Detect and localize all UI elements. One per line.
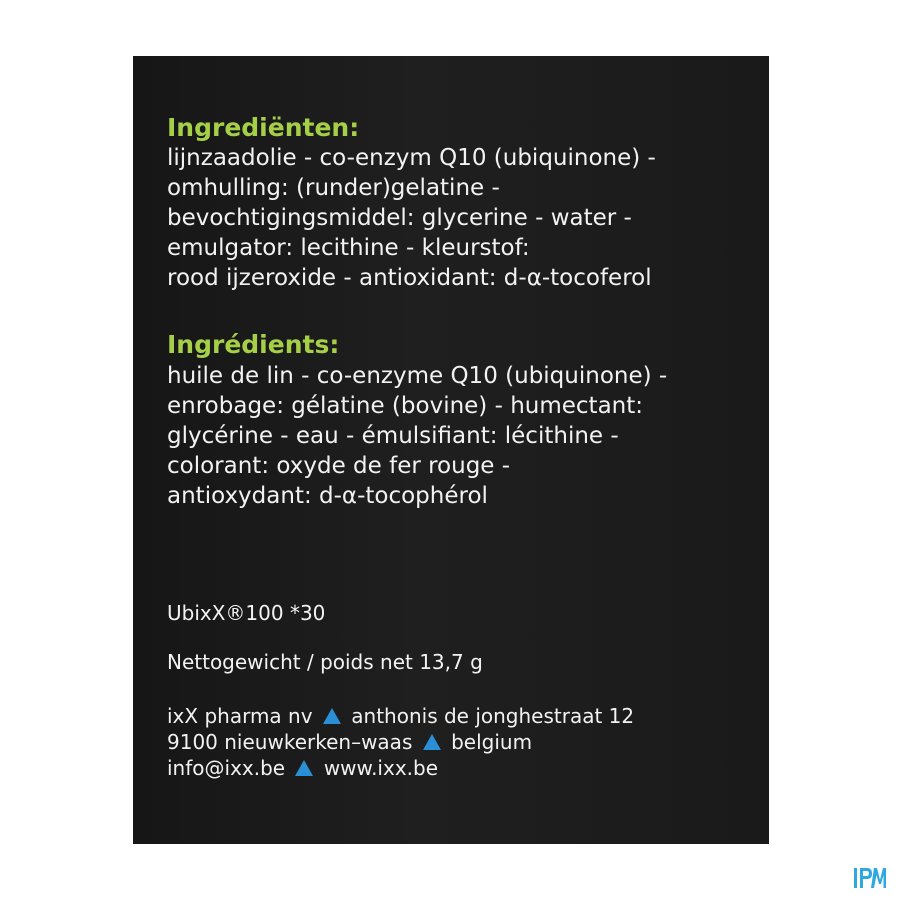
company-country: belgium — [451, 730, 533, 754]
company-line-1 — [167, 703, 634, 729]
product-name: UbixX®100 *30 — [167, 601, 326, 625]
fr-ingredients-heading: Ingrédients: — [167, 330, 340, 359]
nl-ingredient-line: bevochtigingsmiddel: glycerine - water - — [167, 205, 632, 231]
nl-ingredient-line: omhulling: (runder)gelatine - — [167, 175, 500, 201]
company-website: www.ixx.be — [323, 756, 439, 780]
ingredients-label-panel — [133, 56, 769, 844]
company-street: anthonis de jonghestraat 12 — [351, 704, 635, 728]
fr-ingredient-line: enrobage: gélatine (bovine) - humectant: — [167, 393, 644, 419]
company-line-3 — [167, 755, 438, 781]
company-city: 9100 nieuwkerken–waas — [167, 730, 413, 754]
triangle-icon — [295, 760, 313, 776]
nl-ingredient-line: rood ijzeroxide - antioxidant: d-α-tocoferol — [167, 265, 652, 291]
company-line-2 — [167, 729, 532, 755]
triangle-icon — [423, 734, 441, 750]
triangle-icon — [323, 708, 341, 724]
company-email: info@ixx.be — [167, 756, 286, 780]
nl-ingredient-line: lijnzaadolie - co-enzym Q10 (ubiquinone) - — [167, 145, 656, 171]
fr-ingredient-line: antioxydant: d-α-tocophérol — [167, 483, 488, 509]
net-weight: Nettogewicht / poids net 13,7 g — [167, 650, 483, 674]
nl-ingredient-line: emulgator: lecithine - kleurstof: — [167, 235, 530, 261]
ipm-logo — [853, 866, 887, 890]
fr-ingredient-line: huile de lin - co-enzyme Q10 (ubiquinone) - — [167, 363, 668, 389]
nl-ingredients-heading: Ingrediënten: — [167, 113, 360, 142]
company-name: ixX pharma nv — [167, 704, 313, 728]
fr-ingredient-line: glycérine - eau - émulsifiant: lécithine - — [167, 423, 619, 449]
fr-ingredient-line: colorant: oxyde de fer rouge - — [167, 453, 511, 479]
